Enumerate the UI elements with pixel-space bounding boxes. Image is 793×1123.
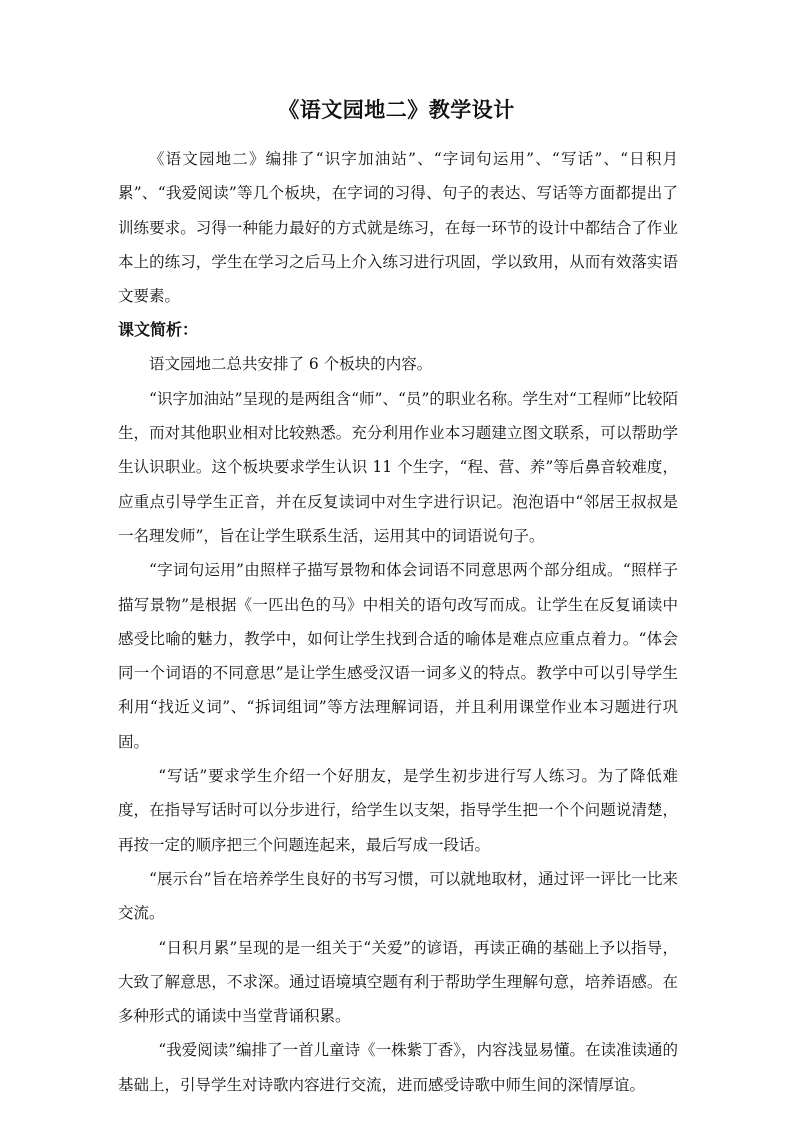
paragraph-writing: “写话”要求学生介绍一个好朋友，是学生初步进行写人练习。为了降低难度，在指导写话时可以分步进行，给学生以支架，指导学生把一个个问题说清楚，再按一定的顺序把三个问题连起来，最后写成一段话。	[118, 767, 678, 854]
paragraph-daily-accumulation: “日积月累”呈现的是一组关于“关爱”的谚语，再读正确的基础上予以指导，大致了解意思，不求深。通过语境填空题有利于帮助学生理解句意，培养语感。在多种形式的诵读中当堂背诵积累。	[118, 938, 678, 1026]
document-title: 《语文园地二》教学设计	[278, 98, 515, 122]
paragraph-literacy-station: “识字加油站”呈现的是两组含“师”、“员”的职业名称。学生对“工程师”比较陌生，而对其他职业相对比较熟悉。充分利用作业本习题建立图文联系，可以帮助学生认识职业。这个板块要求学生认识 11 个生字，“程、营、养”等后鼻音较难度，应重点引导学生正音，并在反复读词中对生字进行识记。泡泡语中“邻居王叔叔是一名理发师”，旨在让学生联系生活，运用其中的词语说句子。	[118, 389, 678, 545]
section-heading-lesson-analysis: 课文简析：	[118, 320, 199, 340]
paragraph-word-sentence-use: “字词句运用”由照样子描写景物和体会词语不同意思两个部分组成。“照样子描写景物”是根据《一匹出色的马》中相关的语句改写而成。让学生在反复诵读中感受比喻的魅力，教学中，如何让学生找到合适的喻体是难点应重点着力。“体会同一个词语的不同意思”是让学生感受汉语一词多义的特点。教学中可以引导学生利用“找近义词”、“拆词组词”等方法理解词语，并且利用课堂作业本习题进行巩固。	[118, 561, 678, 751]
document-body	[118, 142, 678, 1102]
paragraph-overview: 语文园地二总共安排了 6 个板块的内容。	[149, 355, 433, 374]
paragraph-showcase: “展示台”旨在培养学生良好的书写习惯，可以就地取材，通过评一评比一比来交流。	[118, 869, 678, 923]
intro-paragraph: 《语文园地二》编排了“识字加油站”、“字词句运用”、“写话”、“日积月累”、“我爱阅读”等几个板块，在字词的习得、句子的表达、写话等方面都提出了训练要求。习得一种能力最好的方式就是练习，在每一环节的设计中都结合了作业本上的练习，学生在学习之后马上介入练习进行巩固，学以致用，从而有效落实语文要素。	[118, 150, 678, 306]
paragraph-i-love-reading: “我爱阅读”编排了一首儿童诗《一株紫丁香》，内容浅显易懂。在读准读通的基础上，引导学生对诗歌内容进行交流，进而感受诗歌中师生间的深情厚谊。	[118, 1041, 678, 1094]
